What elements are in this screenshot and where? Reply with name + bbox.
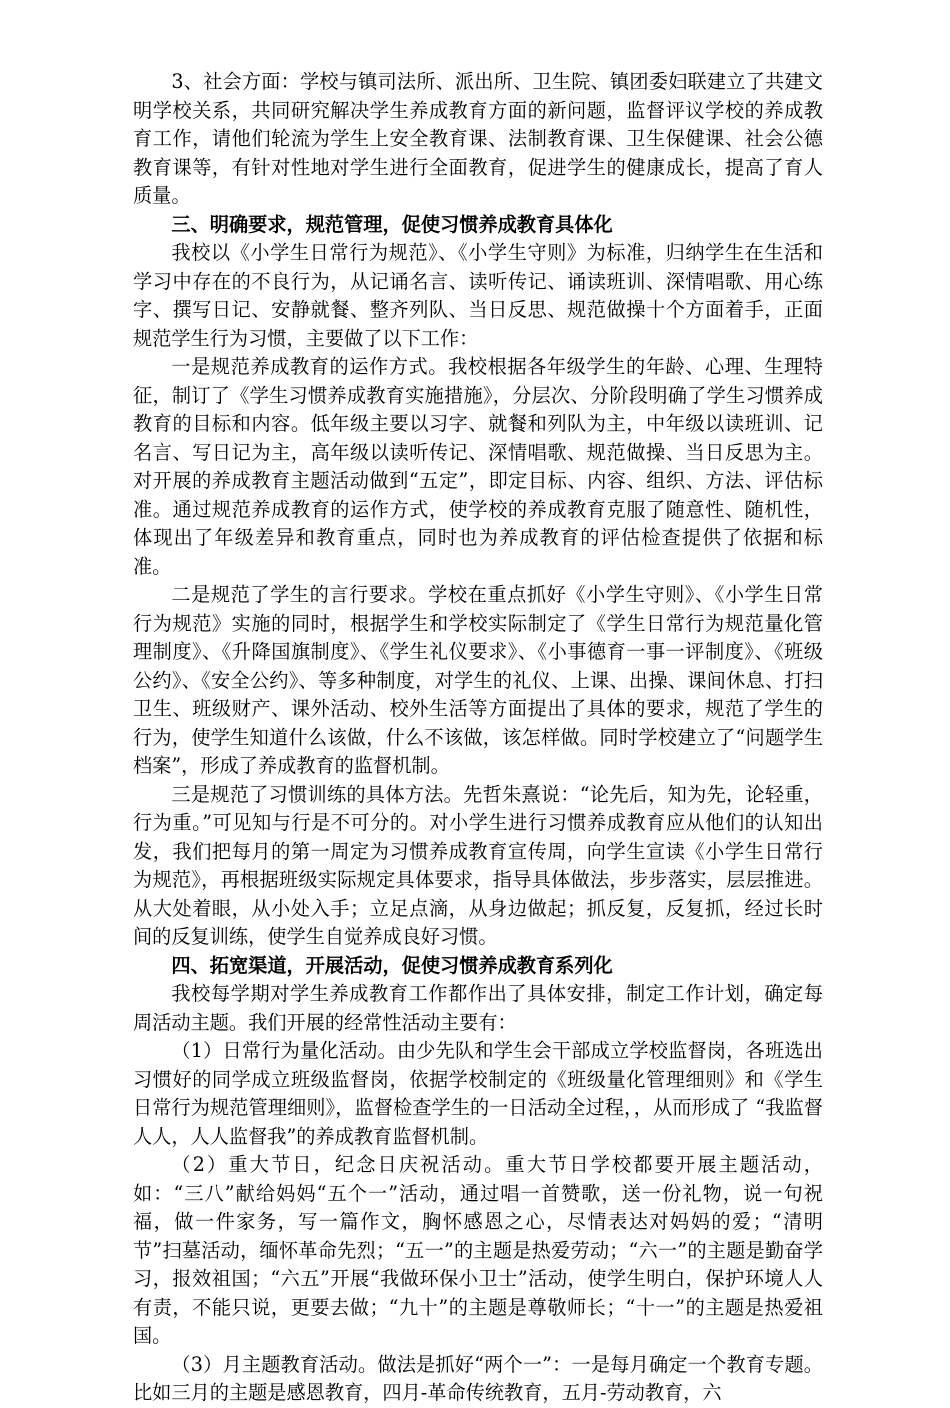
paragraph-social-aspect: 3、社会方面：学校与镇司法所、派出所、卫生院、镇团委妇联建立了共建文明学校关系，共同研究解决学生养成教育方面的新问题，监督评议学校的养成教育工作，请他们轮流为学生上安全教育课、法制教育课、卫生保健课、社会公德教育课等，有针对性地对学生进行全面教育，促进学生的健康成长，提高了育人质量。 — [133, 70, 823, 207]
paragraph-activity-1: （1）日常行为量化活动。由少先队和学生会干部成立学校监督岗，各班选出习惯好的同学成立班级监督岗，依据学校制定的《班级量化管理细则》和《学生日常行为规范管理细则》，监督检查学生的一日活动全过程，，从而形成了 “我监督人人，人人监督我”的养成教育监督机制。 — [133, 1039, 823, 1148]
paragraph-activity-3: （3）月主题教育活动。做法是抓好“两个一”：一是每月确定一个教育专题。比如三月的主题是感恩教育，四月-革命传统教育，五月-劳动教育，六 — [133, 1352, 823, 1404]
paragraph-activity-2: （2）重大节日，纪念日庆祝活动。重大节日学校都要开展主题活动，如：“三八”献给妈妈“五个一”活动，通过唱一首赞歌，送一份礼物，说一句祝福，做一件家务，写一篇作文，胸怀感恩之心，尽情表达对妈妈的爱；“清明节”扫墓活动，缅怀革命先烈；“五一”的主题是热爱劳动；“六一”的主题是勤奋学习，报效祖国；“六五”开展“我做环保小卫士”活动，使学生明白，保护环境人人有责，不能只说，更要去做；“九十”的主题是尊敬师长；“十一”的主题是热爱祖国。 — [133, 1153, 823, 1347]
paragraph-section-three-intro: 我校以《小学生日常行为规范》、《小学生守则》为标准，归纳学生在生活和学习中存在的不良行为，从记诵名言、读听传记、诵读班训、深情唱歌、用心练字、撰写日记、安静就餐、整齐列队、当日反思、规范做操十个方面着手，正面规范学生行为习惯，主要做了以下工作： — [133, 241, 823, 350]
paragraph-conduct-requirements: 二是规范了学生的言行要求。学校在重点抓好《小学生守则》、《小学生日常行为规范》实施的同时，根据学生和学校实际制定了《学生日常行为规范量化管理制度》、《升降国旗制度》、《学生礼仪要求》、《小事德育一事一评制度》、《班级公约》、《安全公约》、等多种制度，对学生的礼仪、上课、出操、课间休息、打扫卫生、班级财产、课外活动、校外生活等方面提出了具体的要求，规范了学生的行为，使学生知道什么该做，什么不该做，该怎样做。同时学校建立了“问题学生档案”，形成了养成教育的监督机制。 — [133, 583, 823, 777]
section-heading-three: 三、明确要求，规范管理，促使习惯养成教育具体化 — [171, 212, 613, 236]
document-page — [133, 68, 823, 1408]
section-heading-four: 四、拓宽渠道，开展活动，促使习惯养成教育系列化 — [171, 953, 613, 977]
paragraph-training-method: 三是规范了习惯训练的具体方法。先哲朱熹说：“论先后，知为先，论轻重，行为重。”可见知与行是不可分的。对小学生进行习惯养成教育应从他们的认知出发，我们把每月的第一周定为习惯养成教育宣传周，向学生宣读《小学生日常行为规范》，再根据班级实际规定具体要求，指导具体做法，步步落实，层层推进。从大处着眼，从小处入手；立足点滴，从身边做起；抓反复，反复抓，经过长时间的反复训练，使学生自觉养成良好习惯。 — [133, 782, 823, 948]
paragraph-section-four-intro: 我校每学期对学生养成教育工作都作出了具体安排，制定工作计划，确定每周活动主题。我们开展的经常性活动主要有： — [133, 982, 823, 1034]
paragraph-operation-mode: 一是规范养成教育的运作方式。我校根据各年级学生的年龄、心理、生理特征，制订了《学生习惯养成教育实施措施》，分层次、分阶段明确了学生习惯养成教育的目标和内容。低年级主要以习字、就餐和列队为主，中年级以读班训、记名言、写日记为主，高年级以读听传记、深情唱歌、规范做操、当日反思为主。对开展的养成教育主题活动做到“五定”，即定目标、内容、组织、方法、评估标准。通过规范养成教育的运作方式，使学校的养成教育克服了随意性、随机性，体现出了年级差异和教育重点，同时也为养成教育的评估检查提供了依据和标准。 — [133, 355, 823, 578]
